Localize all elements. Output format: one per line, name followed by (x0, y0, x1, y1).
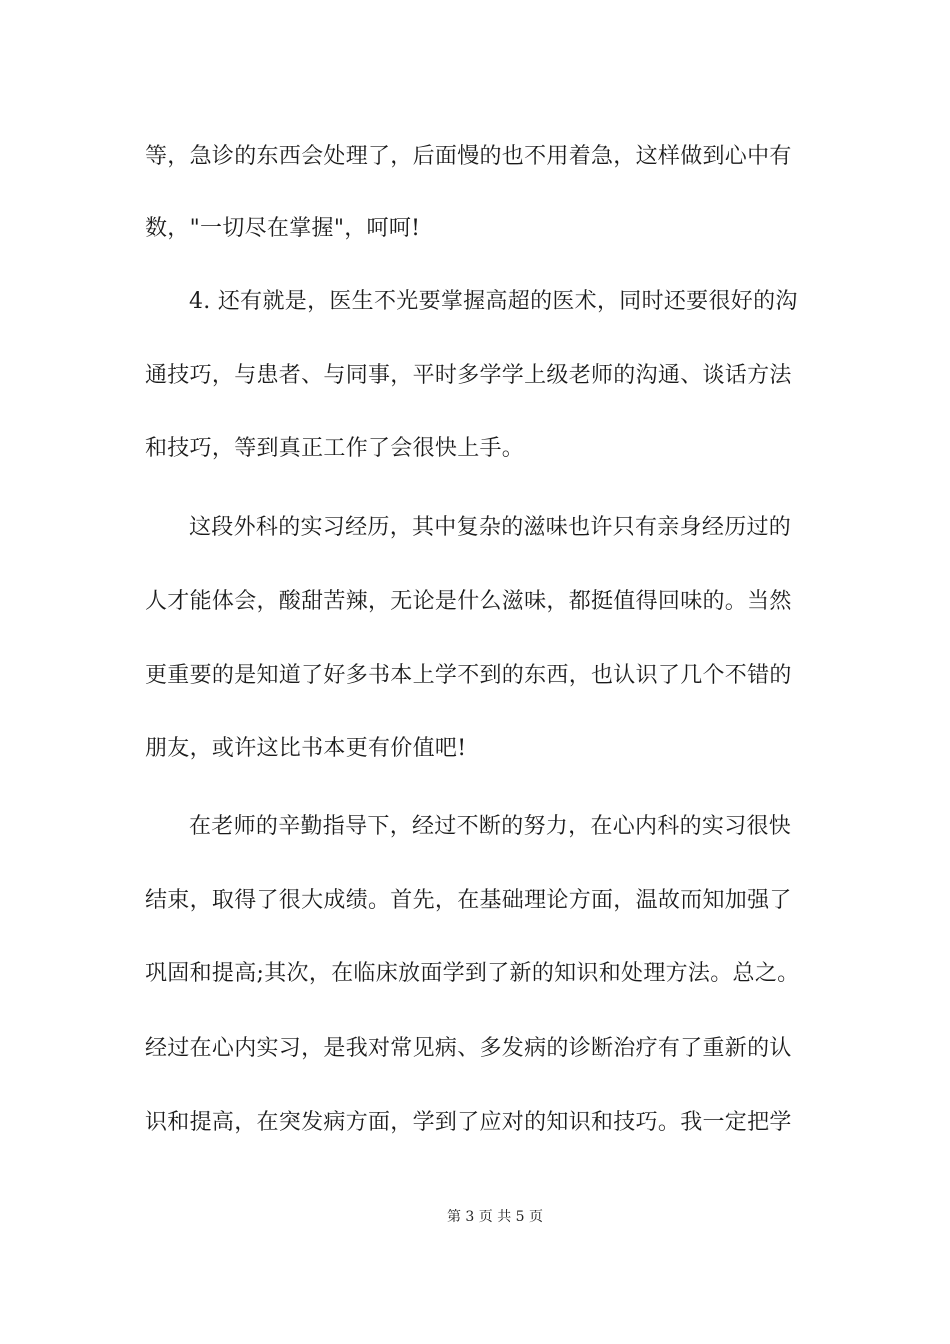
text-line-1: 等，急诊的东西会处理了，后面慢的也不用着急，这样做到心中有 (145, 144, 792, 169)
text-line-5: 和技巧，等到真正工作了会很快上手。 (145, 436, 525, 461)
text-line-4: 通技巧，与患者、与同事，平时多学学上级老师的沟通、谈话方法 (145, 363, 792, 388)
text-line-8: 更重要的是知道了好多书本上学不到的东西，也认识了几个不错的 (145, 663, 792, 688)
text-line-10: 在老师的辛勤指导下，经过不断的努力，在心内科的实习很快 (189, 814, 792, 839)
text-line-3: 4. 还有就是，医生不光要掌握高超的医术，同时还要很好的沟 (189, 289, 798, 314)
text-line-7: 人才能体会，酸甜苦辣，无论是什么滋味，都挺值得回味的。当然 (145, 589, 792, 614)
text-line-11: 结束，取得了很大成绩。首先，在基础理论方面，温故而知加强了 (145, 888, 792, 913)
text-line-12: 巩固和提高;其次，在临床放面学到了新的知识和处理方法。总之。 (145, 961, 800, 986)
text-line-13: 经过在心内实习，是我对常见病、多发病的诊断治疗有了重新的认 (145, 1036, 792, 1061)
page-number-footer: 第 3 页 共 5 页 (446, 1209, 544, 1225)
text-line-9: 朋友，或许这比书本更有价值吧! (145, 736, 467, 761)
text-line-2: 数，"一切尽在掌握"，呵呵! (145, 216, 421, 241)
text-line-14: 识和提高，在突发病方面，学到了应对的知识和技巧。我一定把学 (145, 1110, 792, 1135)
text-line-6: 这段外科的实习经历，其中复杂的滋味也许只有亲身经历过的 (189, 515, 792, 540)
